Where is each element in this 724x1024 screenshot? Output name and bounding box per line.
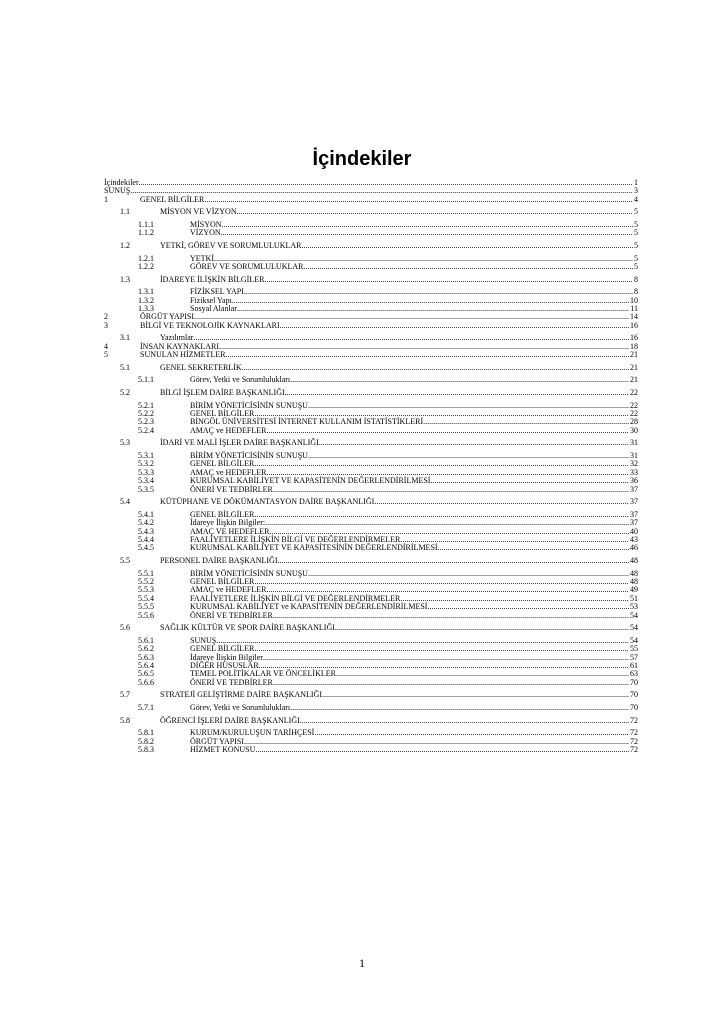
toc-entry-label: PERSONEL DAİRE BAŞKANLIĞI bbox=[160, 556, 278, 565]
toc-leader-dots bbox=[226, 350, 629, 360]
toc-entry-label: AMAÇ VE HEDEFLER bbox=[190, 526, 270, 536]
toc-entry-page: 31 bbox=[630, 451, 638, 460]
toc-entry-label: BİNGÖL ÜNİVERSİTESİ İNTERNET KULLANIM İSTATİSTİKLERİ bbox=[190, 417, 424, 427]
toc-leader-dots bbox=[290, 703, 629, 713]
toc-entry[interactable] bbox=[104, 678, 638, 688]
toc-entry-number: 1.3.2 bbox=[138, 295, 154, 305]
toc-entry-page: 57 bbox=[630, 652, 638, 662]
toc-entry-page: 48 bbox=[630, 556, 638, 565]
toc-entry-number: 5.6.3 bbox=[138, 652, 154, 662]
toc-entry-number: 5.5 bbox=[120, 556, 130, 565]
toc-entry-page: 22 bbox=[630, 388, 638, 397]
toc-leader-dots bbox=[273, 678, 629, 688]
toc-entry-number: 5.1 bbox=[120, 362, 130, 372]
toc-entry-number: 5.2.4 bbox=[138, 425, 154, 435]
toc-leader-dots bbox=[285, 388, 629, 398]
toc-entry-number: 5.3.5 bbox=[138, 484, 154, 494]
toc-entry-page: 70 bbox=[630, 690, 638, 700]
toc-entry-page: 46 bbox=[630, 543, 638, 553]
toc-entry-label: GENEL BİLGİLER bbox=[190, 409, 255, 418]
toc-entry-page: 33 bbox=[630, 467, 638, 477]
toc-entry-label: YETKİ, GÖREV VE SORUMLULUKLAR bbox=[160, 241, 302, 250]
toc-entry-page: 32 bbox=[630, 459, 638, 469]
toc-leader-dots bbox=[242, 363, 629, 373]
page-number: 1 bbox=[359, 956, 365, 970]
toc-entry-number: 5.4.4 bbox=[138, 535, 154, 544]
toc-entry-label: FİZİKSEL YAPI bbox=[190, 287, 244, 297]
toc-entry-page: 3 bbox=[634, 186, 638, 196]
toc-entry[interactable] bbox=[104, 388, 638, 398]
toc-entry[interactable] bbox=[104, 375, 638, 385]
toc-entry-label: BİRİM YÖNETİCİSİNİN SUNUŞU bbox=[190, 568, 308, 578]
toc-entry-number: 5.7.1 bbox=[138, 703, 154, 712]
toc-entry-number: 5.3.3 bbox=[138, 467, 154, 477]
toc-entry-number: 5.5.1 bbox=[138, 568, 154, 578]
toc-entry-label: TEMEL POLİTİKALAR VE ÖNCELİKLER bbox=[190, 669, 336, 679]
toc-entry-number: 5.5.2 bbox=[138, 577, 154, 586]
toc-entry-number: 3.1 bbox=[120, 333, 130, 343]
toc-entry[interactable] bbox=[104, 623, 638, 633]
toc-entry-page: 40 bbox=[630, 526, 638, 536]
toc-entry-page: 53 bbox=[630, 602, 638, 612]
toc-entry-label: İNSAN KAYNAKLARI bbox=[140, 341, 220, 351]
toc-entry-label: SUNUŞ bbox=[190, 635, 217, 645]
toc-entry-page: 48 bbox=[630, 568, 638, 578]
toc-entry-label: Yazılımlar bbox=[160, 333, 194, 343]
toc-entry-label: BİRİM YÖNETİCİSİNİN SUNUŞU bbox=[190, 451, 308, 460]
toc-leader-dots bbox=[273, 611, 629, 621]
toc-entry[interactable] bbox=[104, 241, 638, 251]
toc-leader-dots bbox=[255, 745, 629, 755]
toc-entry-page: 37 bbox=[630, 484, 638, 494]
toc-entry-number: 1.2 bbox=[120, 241, 130, 250]
toc-entry-number: 5.4 bbox=[120, 497, 130, 507]
toc-entry-page: 70 bbox=[630, 703, 638, 712]
toc-entry-label: AMAÇ ve HEDEFLER bbox=[190, 425, 267, 435]
toc-entry-label: MİSYON bbox=[190, 220, 222, 229]
toc-leader-dots bbox=[290, 375, 629, 385]
toc-entry-page: 22 bbox=[630, 400, 638, 410]
toc-entry-number: 1.1.1 bbox=[138, 220, 154, 229]
toc-entry-page: 5 bbox=[634, 220, 638, 229]
toc-entry-page: 51 bbox=[630, 593, 638, 603]
toc-entry-page: 61 bbox=[630, 661, 638, 670]
toc-entry[interactable] bbox=[104, 690, 638, 700]
toc-entry-label: ÖNERİ VE TEDBİRLER bbox=[190, 610, 273, 620]
toc-leader-dots bbox=[322, 690, 629, 700]
toc-entry-number: 5.4.2 bbox=[138, 518, 154, 528]
toc-entry-number: 1.3.3 bbox=[138, 304, 154, 313]
toc-entry-label: KURUMSAL KABİLİYET VE KAPASİTENİN DEĞERLENDİRİLMESİ bbox=[190, 476, 431, 486]
toc-entry-page: 49 bbox=[630, 585, 638, 595]
toc-leader-dots bbox=[204, 195, 633, 205]
toc-entry-label: KURUMSAL KABİLİYET ve KAPASİTENİN DEĞERLENDİRİLMESİ bbox=[190, 602, 428, 612]
toc-entry-page: 16 bbox=[630, 333, 638, 343]
toc-entry-number: 3 bbox=[104, 320, 108, 330]
toc-entry-number: 1.2.2 bbox=[138, 262, 154, 271]
toc-entry-page: 55 bbox=[630, 644, 638, 654]
toc-entry-label: ÖRGÜT YAPISI bbox=[190, 736, 245, 746]
toc-entry-label: ÖĞRENCİ İŞLERİ DAİRE BAŞKANLIĞI bbox=[160, 715, 300, 725]
toc-entry-page: 70 bbox=[630, 677, 638, 687]
toc-entry-label: ÖRGÜT YAPISI bbox=[140, 312, 195, 322]
toc-entry-label: KÜTÜPHANE VE DÖKÜMANTASYON DAİRE BAŞKANLIĞI bbox=[160, 497, 375, 507]
toc-entry-number: 5.2 bbox=[120, 388, 130, 397]
toc-leader-dots bbox=[264, 275, 633, 285]
toc-entry-number: 5.6.1 bbox=[138, 635, 154, 645]
toc-entry-page: 14 bbox=[630, 312, 638, 322]
toc-entry-page: 36 bbox=[630, 476, 638, 486]
toc-leader-dots bbox=[304, 262, 634, 272]
toc-entry-number: 5.4.3 bbox=[138, 526, 154, 536]
toc-entry-label: MİSYON VE VİZYON bbox=[160, 207, 237, 217]
toc-entry-page: 72 bbox=[630, 745, 638, 754]
toc-entry-page: 48 bbox=[630, 577, 638, 586]
toc-entry[interactable] bbox=[104, 745, 638, 755]
toc-entry-page: 1 bbox=[634, 178, 638, 187]
toc-entry-label: İdareye İlişkin Bilgiler: bbox=[190, 518, 266, 528]
toc-entry-number: 2 bbox=[104, 312, 108, 322]
toc-entry[interactable] bbox=[104, 195, 638, 205]
toc-entry-number: 5.6.6 bbox=[138, 677, 154, 687]
toc-entry-number: 5.4.5 bbox=[138, 543, 154, 553]
toc-entry-label: BİRİM YÖNETİCİSİNİN SUNUŞU bbox=[190, 400, 308, 410]
toc-entry[interactable] bbox=[104, 497, 638, 507]
toc-entry-label: STRATEJİ GELİŞTİRME DAİRE BAŞKANLIĞI bbox=[160, 690, 322, 700]
toc-entry-label: İDAREYE İLİŞKİN BİLGİLER bbox=[160, 274, 265, 284]
toc-leader-dots bbox=[237, 207, 633, 217]
toc-entry-page: 72 bbox=[630, 728, 638, 738]
toc-leader-dots bbox=[301, 241, 633, 251]
toc-leader-dots bbox=[300, 716, 629, 726]
toc-entry-label: FAALİYETLERE İLİŞKİN BİLGİ VE DEĞERLENDİRMELER bbox=[190, 593, 401, 603]
toc-entry[interactable] bbox=[104, 321, 638, 331]
toc-entry-page: 31 bbox=[630, 438, 638, 448]
toc-entry-page: 54 bbox=[630, 623, 638, 633]
toc-entry-label: YETKİ bbox=[190, 253, 214, 263]
toc-entry[interactable] bbox=[104, 703, 638, 713]
toc-entry-page: 72 bbox=[630, 736, 638, 746]
toc-entry-label: VİZYON bbox=[190, 228, 221, 238]
toc-entry[interactable] bbox=[104, 350, 638, 360]
toc-entry-page: 21 bbox=[630, 375, 638, 385]
toc-entry[interactable] bbox=[104, 426, 638, 436]
toc-entry-label: AMAÇ ve HEDEFLER bbox=[190, 585, 267, 595]
toc-entry-number: 5.2.1 bbox=[138, 400, 154, 410]
toc-entry-number: 5.3.4 bbox=[138, 476, 154, 486]
toc-entry-number: 5.4.1 bbox=[138, 509, 154, 519]
toc-entry-page: 21 bbox=[630, 362, 638, 372]
toc-entry-number: 1.1 bbox=[120, 207, 130, 217]
toc-entry-number: 5.6 bbox=[120, 623, 130, 633]
toc-entry-label: HİZMET KONUSU bbox=[190, 745, 256, 754]
toc-leader-dots bbox=[273, 485, 629, 495]
toc-entry-page: 63 bbox=[630, 669, 638, 679]
toc-entry[interactable] bbox=[104, 363, 638, 373]
toc-entry[interactable] bbox=[104, 556, 638, 566]
toc-entry-page: 54 bbox=[630, 610, 638, 620]
toc-entry[interactable] bbox=[104, 485, 638, 495]
toc-entry-number: 5.5.3 bbox=[138, 585, 154, 595]
toc-leader-dots bbox=[277, 556, 629, 566]
toc-leader-dots bbox=[438, 543, 629, 553]
toc-entry-number: 5.3.2 bbox=[138, 459, 154, 469]
toc-entry-number: 5.3 bbox=[120, 438, 130, 448]
toc-entry-label: GENEL BİLGİLER bbox=[140, 194, 205, 204]
toc-entry[interactable] bbox=[104, 207, 638, 217]
toc-entry[interactable] bbox=[104, 228, 638, 238]
toc-entry-label: DİĞER HUSUSLAR bbox=[190, 661, 259, 670]
toc-entry-page: 8 bbox=[634, 287, 638, 297]
toc-leader-dots bbox=[335, 623, 629, 633]
toc-entry-number: 5.8.1 bbox=[138, 728, 154, 738]
toc-entry-label: ÖNERİ VE TEDBİRLER bbox=[190, 677, 273, 687]
toc-entry-page: 5 bbox=[634, 262, 638, 271]
toc-entry-page: 18 bbox=[630, 341, 638, 351]
toc-entry-number: 5.8 bbox=[120, 715, 130, 725]
toc-entry-page: 37 bbox=[630, 518, 638, 528]
toc-entry-page: 43 bbox=[630, 535, 638, 544]
toc-entry-label: Görev, Yetki ve Sorumlulukları bbox=[190, 375, 291, 385]
toc-entry-label: SUNUŞ bbox=[104, 186, 131, 196]
toc-entry-number: 5.6.5 bbox=[138, 669, 154, 679]
toc-entry-page: 5 bbox=[634, 241, 638, 250]
toc-entry-number: 1 bbox=[104, 194, 108, 204]
toc-entry-page: 54 bbox=[630, 635, 638, 645]
toc-entry-label: KURUMSAL KABİLİYET VE KAPASİTESİNİN DEĞERLENDİRİLMESİ bbox=[190, 543, 438, 553]
toc-entry-page: 28 bbox=[630, 417, 638, 427]
toc-entry[interactable] bbox=[104, 262, 638, 272]
toc-entry-label: BİLGİ VE TEKNOLOJİK KAYNAKLARI bbox=[140, 320, 280, 330]
toc-entry-page: 5 bbox=[634, 207, 638, 217]
toc-entry-page: 11 bbox=[630, 304, 638, 313]
toc-entry-label: İdareye İlişkin Bilgiler bbox=[190, 652, 263, 662]
toc-leader-dots bbox=[319, 438, 629, 448]
toc-entry-number: 5.5.6 bbox=[138, 610, 154, 620]
toc-leader-dots bbox=[266, 426, 629, 436]
toc-entry-label: İDARİ VE MALİ İŞLER DAİRE BAŞKANLIĞI bbox=[160, 438, 319, 448]
toc-leader-dots bbox=[221, 228, 633, 238]
toc-entry-label: AMAÇ ve HEDEFLER bbox=[190, 467, 267, 477]
toc-entry-number: 5 bbox=[104, 350, 108, 360]
toc-entry-label: SUNULAN HİZMETLER bbox=[140, 350, 226, 360]
toc-entry-label: ÖNERİ VE TEDBİRLER bbox=[190, 484, 273, 494]
toc-entry[interactable] bbox=[104, 716, 638, 726]
toc-entry-page: 5 bbox=[634, 253, 638, 263]
toc-entry-page: 37 bbox=[630, 497, 638, 507]
toc-entry-label: FAALİYETLERE İLİŞKİN BİLGİ VE DEĞERLENDİRMELER bbox=[190, 535, 401, 544]
toc-entry[interactable] bbox=[104, 611, 638, 621]
toc-entry-number: 5.5.4 bbox=[138, 593, 154, 603]
toc-entry-label: Görev, Yetki ve Sorumlulukları bbox=[190, 703, 291, 712]
toc-entry-label: GENEL SEKRETERLİK bbox=[160, 362, 242, 372]
toc-entry-page: 72 bbox=[630, 715, 638, 725]
toc-entry-label: BİLGİ İŞLEM DAİRE BAŞKANLIĞI bbox=[160, 388, 285, 397]
toc-entry-number: 5.8.3 bbox=[138, 745, 154, 754]
toc-entry-label: İçindekiler bbox=[104, 178, 139, 187]
toc-entry-page: 21 bbox=[630, 350, 638, 360]
toc-entry[interactable] bbox=[104, 275, 638, 285]
toc-entry[interactable] bbox=[104, 438, 638, 448]
toc-entry-number: 5.1.1 bbox=[138, 375, 154, 385]
toc-leader-dots bbox=[280, 321, 629, 331]
toc-entry-number: 5.2.3 bbox=[138, 417, 154, 427]
toc-leader-dots bbox=[374, 497, 629, 507]
toc-entry-number: 1.3.1 bbox=[138, 287, 154, 297]
toc-entry-label: SAĞLIK KÜLTÜR VE SPOR DAİRE BAŞKANLIĞI bbox=[160, 623, 335, 633]
toc-entry-label: Sosyal Alanlar bbox=[190, 304, 237, 313]
toc-entry-number: 5.6.4 bbox=[138, 661, 154, 670]
toc-entry-label: GÖREV VE SORUMLULUKLAR bbox=[190, 262, 304, 271]
toc-entry-page: 37 bbox=[630, 509, 638, 519]
toc-entry-number: 5.2.2 bbox=[138, 409, 154, 418]
toc-entry-label: GENEL BİLGİLER bbox=[190, 577, 255, 586]
toc-entry-number: 4 bbox=[104, 341, 108, 351]
toc-entry-number: 5.3.1 bbox=[138, 451, 154, 460]
page-title: İçindekiler bbox=[312, 148, 412, 170]
toc-entry-page: 30 bbox=[630, 425, 638, 435]
toc-entry-number: 1.2.1 bbox=[138, 253, 154, 263]
toc-entry-page: 8 bbox=[634, 274, 638, 284]
toc-entry-page: 16 bbox=[630, 320, 638, 330]
toc-entry-label: GENEL BİLGİLER bbox=[190, 459, 255, 469]
toc-entry-label: GENEL BİLGİLER bbox=[190, 509, 255, 519]
toc-entry-label: Fiziksel Yapı bbox=[190, 295, 232, 305]
toc-entry-number: 1.3 bbox=[120, 274, 130, 284]
toc-entry-number: 5.5.5 bbox=[138, 602, 154, 612]
toc-entry-number: 5.7 bbox=[120, 690, 130, 700]
toc-entry-page: 4 bbox=[634, 194, 638, 204]
toc-entry[interactable] bbox=[104, 543, 638, 553]
toc-entry-page: 5 bbox=[634, 228, 638, 238]
toc-entry-number: 1.1.2 bbox=[138, 228, 154, 238]
toc-entry-number: 5.6.2 bbox=[138, 644, 154, 654]
toc-entry-number: 5.8.2 bbox=[138, 736, 154, 746]
toc-entry-page: 10 bbox=[630, 295, 638, 305]
toc-entry-label: GENEL BİLGİLER bbox=[190, 644, 255, 654]
toc-entry-label: KURUM/KURULUŞUN TARİHÇESİ bbox=[190, 728, 315, 738]
toc-entry-page: 22 bbox=[630, 409, 638, 418]
